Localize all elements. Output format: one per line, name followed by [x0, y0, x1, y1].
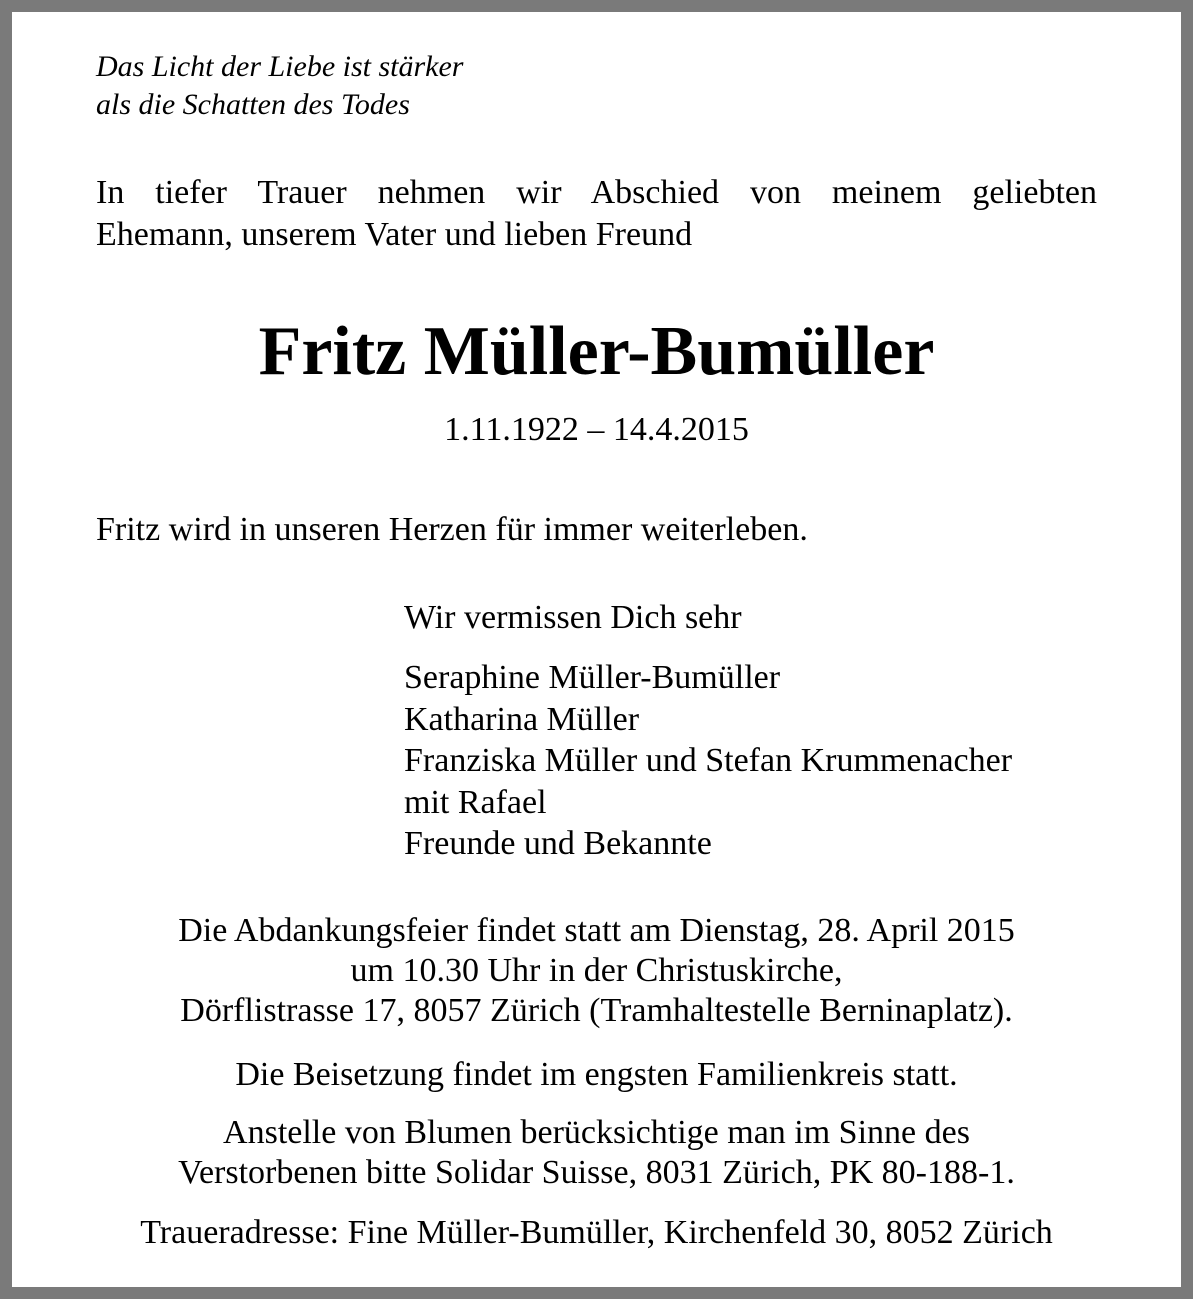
mourner-item: Katharina Müller	[404, 700, 640, 738]
motto-line-1: Das Licht der Liebe ist stärker	[96, 50, 464, 83]
motto-line-2: als die Schatten des Todes	[96, 88, 410, 121]
intro-text	[96, 172, 1097, 256]
remembrance-text: Fritz wird in unseren Herzen für immer weiterleben.	[96, 511, 808, 548]
mourner-item: Franziska Müller und Stefan Krummenacher	[404, 742, 1013, 779]
mourner-item: mit Rafael	[404, 783, 547, 821]
miss-you-text: Wir vermissen Dich sehr	[404, 599, 742, 636]
mourner-item: Seraphine Müller-Bumüller	[404, 659, 781, 696]
life-dates: 1.11.1922 – 14.4.2015	[444, 411, 749, 448]
obituary-notice	[12, 12, 1181, 1287]
flowers-request	[12, 1113, 1181, 1193]
burial-info: Die Beisetzung findet im engsten Familienkreis statt.	[235, 1056, 958, 1093]
intro-line-1: In tiefer Trauer nehmen wir Abschied von meinem geliebten	[96, 174, 1097, 211]
mourning-address: Traueradresse: Fine Müller-Bumüller, Kirchenfeld 30, 8052 Zürich	[140, 1214, 1053, 1251]
mourners-list	[404, 657, 1012, 865]
ceremony-line-3: Dörflistrasse 17, 8057 Zürich (Tramhaltestelle Berninaplatz).	[180, 992, 1013, 1029]
intro-line-2: Ehemann, unserem Vater und lieben Freund	[96, 216, 693, 253]
flowers-line-1: Anstelle von Blumen berücksichtige man im Sinne des	[223, 1114, 970, 1151]
mourner-item: Freunde und Bekannte	[404, 825, 712, 862]
ceremony-line-1: Die Abdankungsfeier findet statt am Dienstag, 28. April 2015	[178, 912, 1015, 949]
deceased-name: Fritz Müller-Bumüller	[258, 313, 935, 390]
flowers-line-2: Verstorbenen bitte Solidar Suisse, 8031 Zürich, PK 80-188-1.	[178, 1154, 1015, 1191]
ceremony-info	[12, 911, 1181, 1031]
ceremony-line-2: um 10.30 Uhr in der Christuskirche,	[350, 952, 843, 989]
motto	[96, 48, 464, 124]
